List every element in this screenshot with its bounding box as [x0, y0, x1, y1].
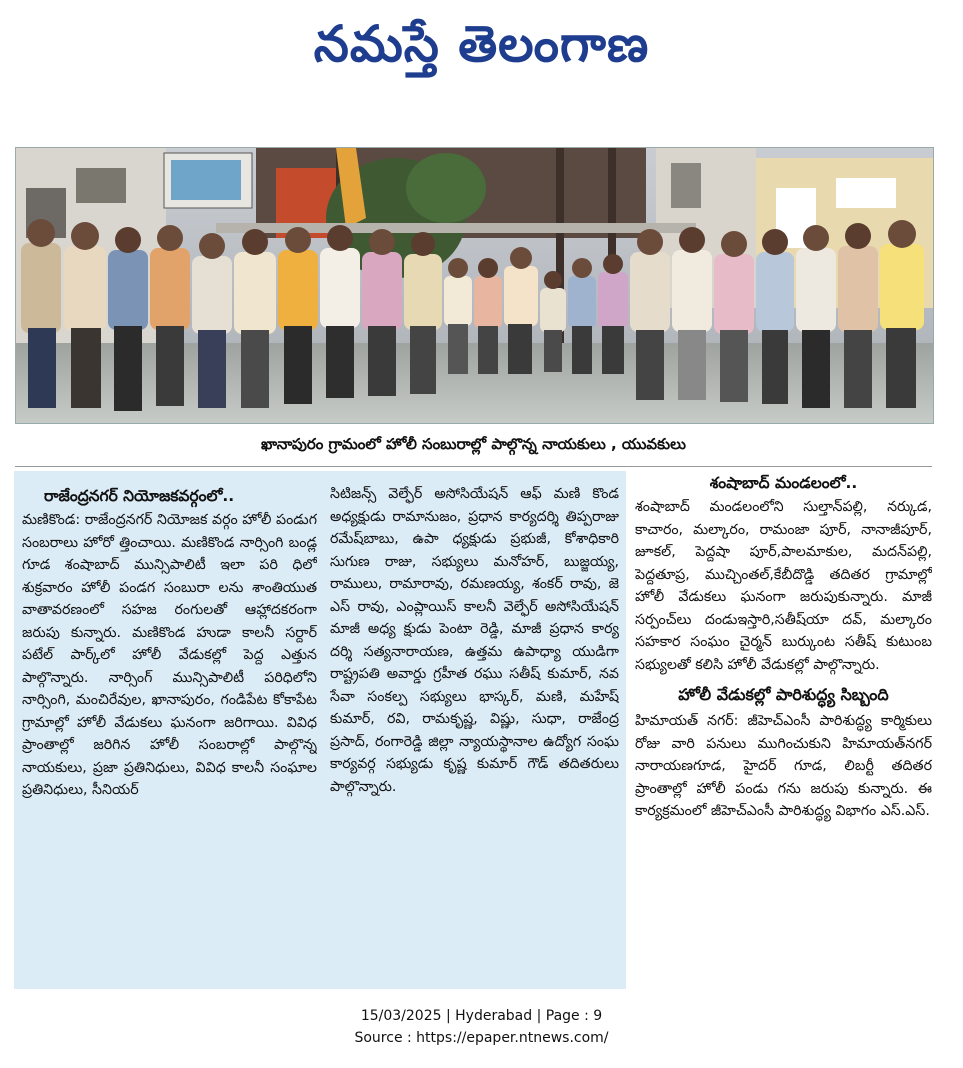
photo-caption: ఖానాపురం గ్రామంలో హోలీ సంబురాల్లో పాల్గొన్న నాయకులు , యువకులు [261, 435, 686, 453]
date-edition-page: 15/03/2025 | Hyderabad | Page : 9 [360, 1008, 603, 1024]
article1-body-part1: మణికొండ: రాజేంద్రనగర్ నియోజక వర్గం హోలీ పండుగ సంబరాలు హోరో త్తించాయి. మణికొండ నార్సింగి బండ్ల గూడ శంషాబాద్ మున్సిపాలిటీ ఇలా పరి ధిలో శుక్రవారం హోలీ పండగ సంబురా లను శాంతియుత వాతావరణంలో సహజ రంగులతో ఆహ్లాదకరంగా జరుపు కున్నారు. మణికొండ హుడా కాలనీ సర్దార్ పటేల్ పార్క్‌లో హోలీ వేడుకల్లో పెద్ద ఎత్తున పాల్గొన్నారు. నార్సింగ్ మున్సిపాలిటీ పరిధిలోని నార్సింగి, మంచిరేవుల, ఖానాపురం, గండిపేట కోకాపేట గ్రామాల్లో హోలీ వేడుకలు ఘనంగా జరిగాయి. వివిధ ప్రాంతాల్లో జరిగిన హోలీ సంబరాల్లో పాల్గొన్న నాయకులు, ప్రజా ప్రతినిధులు, వివిధ కాలనీ సంఘాల ప్రతినిధులు, సీనియర్ [22, 512, 317, 798]
article3-body: హిమాయత్ నగర్: జీహెచ్ఎంసీ పారిశుద్ధ్య కార్మికులు రోజు వారి పనులు ముగించుకుని హిమాయత్‌నగర్ నారాయణగూడ, హైదర్ గూడ, లిబర్టీ తదితర ప్రాంతాల్లో హోలీ పండు గను జరుపు కున్నారు. ఈ కార్యక్రమంలో జీహెచ్ఎంసీ పారిశుద్ధ్య విభాగం ఎస్.ఎస్. [635, 713, 932, 819]
article1-heading: రాజేంద్రనగర్ నియోజకవర్గంలో.. [44, 487, 235, 505]
article1-column1 [22, 483, 317, 985]
article1-body-part2: సిటిజన్స్ వెల్ఫేర్ అసోసియేషన్ ఆఫ్ మణి కొండ అధ్యక్షుడు రామానుజం, ప్రధాన కార్యదర్శి తిప్పరాజు రమేష్‌బాబు, ఉపా ధ్యక్షుడు ప్రభుజీ, కోశాధికారి సుగుణ రాజు, సభ్యులు మనోహర్, బుజ్జయ్య, రాములు, రామారావు, రమణయ్య, శంకర్ రావు, జె ఎస్ రావు, ఎంప్లాయిస్ కాలనీ వెల్ఫేర్ అసోసియేషన్ మాజీ అధ్య క్షుడు పెంటా రెడ్డి, మాజీ ప్రధాన కార్య దర్శి సత్యనారాయణ, ఉత్తమ ఉపాధ్యా యుడిగా రాష్ట్రపతి అవార్డు గ్రహీత రఘు సతీష్ కుమార్, నవ సేవా సంకల్ప సభ్యులు భాస్కర్, మణి, మహేష్ కుమార్, రవి, రామకృష్ణ, విష్ణు, సుధా, రాజేంద్ర ప్రసాద్, రంగారెడ్డి జిల్లా న్యాయస్థానాల ఉద్యోగ సంఘ కార్యవర్గ సభ్యుడు కృష్ణ కుమార్ గౌడ్ తదితరులు పాల్గొన్నారు. [330, 486, 619, 795]
right-column [635, 470, 932, 990]
source-link: Source : https://epaper.ntnews.com/ [354, 1030, 609, 1046]
article3-heading: హోలీ వేడుకల్లో పారిశుద్ధ్య సిబ్బంది [678, 685, 889, 704]
article1-column2 [330, 483, 619, 985]
masthead-title: నమస్తే తెలంగాణ [313, 15, 650, 73]
article2-heading: శంషాబాద్ మండలంలో.. [709, 474, 858, 492]
group-photo-image [16, 148, 933, 423]
article2-body: శంషాబాద్ మండలంలోని సుల్తాన్‌పల్లి, నర్కుడ, కాచారం, మల్కారం, రామంజా పూర్, నానాజీపూర్, జూకల్, పెద్దషా పూర్,పాలమాకుల, మదన్‌పల్లి, పెద్దతూప్ర, ముచ్చింతల్,కేబీదొడ్డి తదితర గ్రామాల్లో హోలీ వేడుకలు ఘనంగా జరుపుకున్నారు. మాజీ సర్పంచ్‌లు దండుఇస్తారి,సతీష్‌యా దవ్, మల్కారం సహకార సంఘం చైర్మన్ బుర్కుంట సతీష్ కుటుంబ సభ్యులతో కలిసి హోలీ వేడుకల్లో పాల్గొన్నారు. [635, 499, 932, 673]
section-divider [15, 466, 932, 467]
group-photo [15, 147, 934, 424]
